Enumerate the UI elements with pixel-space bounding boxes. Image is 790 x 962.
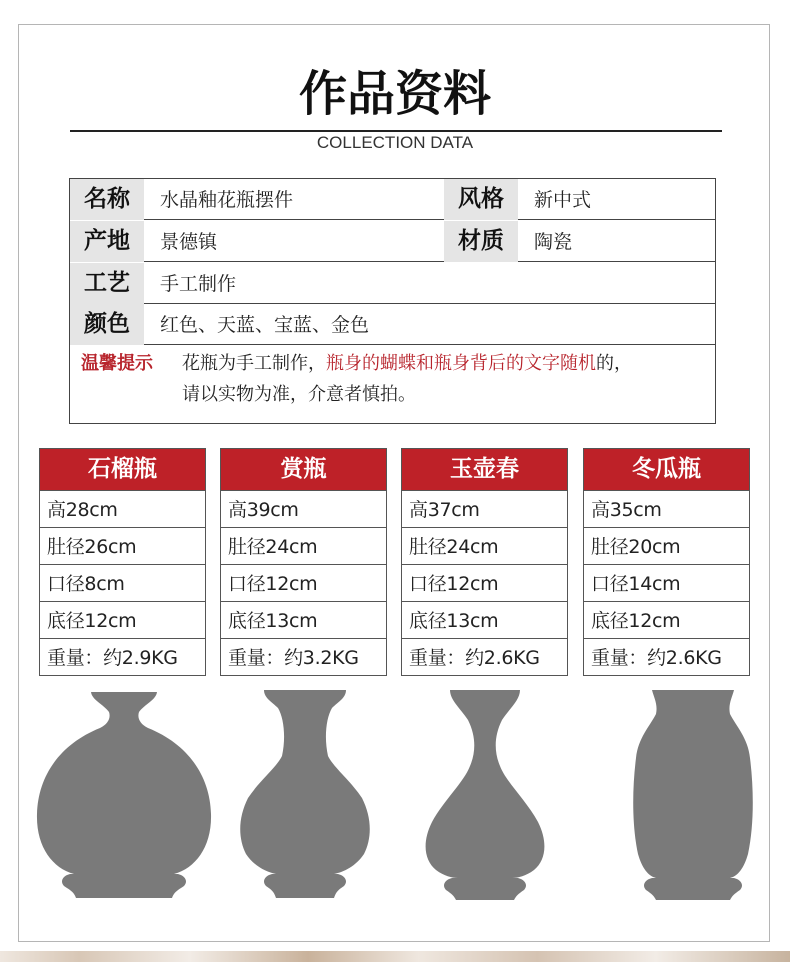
info-row-craft: [70, 263, 715, 304]
material-label: 材质: [444, 221, 518, 262]
spec-weight: 重量：约2.6KG: [402, 638, 567, 675]
origin-value: 景德镇: [160, 231, 218, 253]
style-value: 新中式: [534, 189, 592, 211]
spec-title: 赏瓶: [221, 449, 386, 490]
name-label: 名称: [70, 179, 144, 220]
spec-title: 玉壶春: [402, 449, 567, 490]
bottom-image-strip: [0, 951, 790, 962]
tip-label: 温馨提示: [81, 353, 153, 374]
spec-base-diameter: 底径13cm: [221, 601, 386, 638]
spec-mouth-diameter: 口径12cm: [221, 564, 386, 601]
spec-base-diameter: 底径12cm: [40, 601, 205, 638]
spec-title: 冬瓜瓶: [584, 449, 749, 490]
tip-text-b: 的，: [596, 353, 632, 374]
spec-height: 高39cm: [221, 490, 386, 527]
color-value: 红色、天蓝、宝蓝、金色: [160, 314, 370, 336]
winter-melon-vase-silhouette: [632, 686, 754, 906]
info-row-origin-material: [70, 221, 715, 262]
spec-mouth-diameter: 口径14cm: [584, 564, 749, 601]
craft-value: 手工制作: [160, 273, 237, 295]
style-label: 风格: [444, 179, 518, 220]
craft-label: 工艺: [70, 263, 144, 304]
spec-height: 高28cm: [40, 490, 205, 527]
spec-base-diameter: 底径12cm: [584, 601, 749, 638]
spec-card-shang-vase: [220, 448, 387, 676]
spec-card-winter-melon-vase: [583, 448, 750, 676]
tip-line-1: [182, 349, 632, 375]
spec-height: 高35cm: [584, 490, 749, 527]
spec-belly-diameter: 肚径26cm: [40, 527, 205, 564]
page-subtitle: COLLECTION DATA: [316, 133, 474, 152]
spec-mouth-diameter: 口径12cm: [402, 564, 567, 601]
tip-line-2: 请以实物为准，介意者慎拍。: [182, 384, 416, 405]
yuhuchun-vase-silhouette: [422, 686, 548, 906]
spec-card-yuhuchun-vase: [401, 448, 568, 676]
color-label: 颜色: [70, 304, 144, 345]
spec-weight: 重量：约2.6KG: [584, 638, 749, 675]
tip-text-highlight: 瓶身的蝴蝶和瓶身背后的文字随机: [326, 353, 596, 374]
pomegranate-vase-silhouette: [36, 686, 212, 906]
spec-height: 高37cm: [402, 490, 567, 527]
spec-title: 石榴瓶: [40, 449, 205, 490]
spec-weight: 重量：约3.2KG: [221, 638, 386, 675]
origin-label: 产地: [70, 221, 144, 262]
product-info-table: [69, 178, 716, 424]
page-title: 作品资料: [298, 66, 491, 122]
info-row-color: [70, 304, 715, 345]
spec-base-diameter: 底径13cm: [402, 601, 567, 638]
tip-text-a: 花瓶为手工制作，: [182, 353, 326, 374]
material-value: 陶瓷: [534, 231, 573, 253]
spec-belly-diameter: 肚径24cm: [402, 527, 567, 564]
name-value: 水晶釉花瓶摆件: [160, 189, 294, 211]
spec-card-pomegranate-vase: [39, 448, 206, 676]
spec-mouth-diameter: 口径8cm: [40, 564, 205, 601]
shang-vase-silhouette: [238, 686, 372, 906]
info-row-name-style: [70, 179, 715, 220]
spec-weight: 重量：约2.9KG: [40, 638, 205, 675]
spec-belly-diameter: 肚径20cm: [584, 527, 749, 564]
spec-belly-diameter: 肚径24cm: [221, 527, 386, 564]
